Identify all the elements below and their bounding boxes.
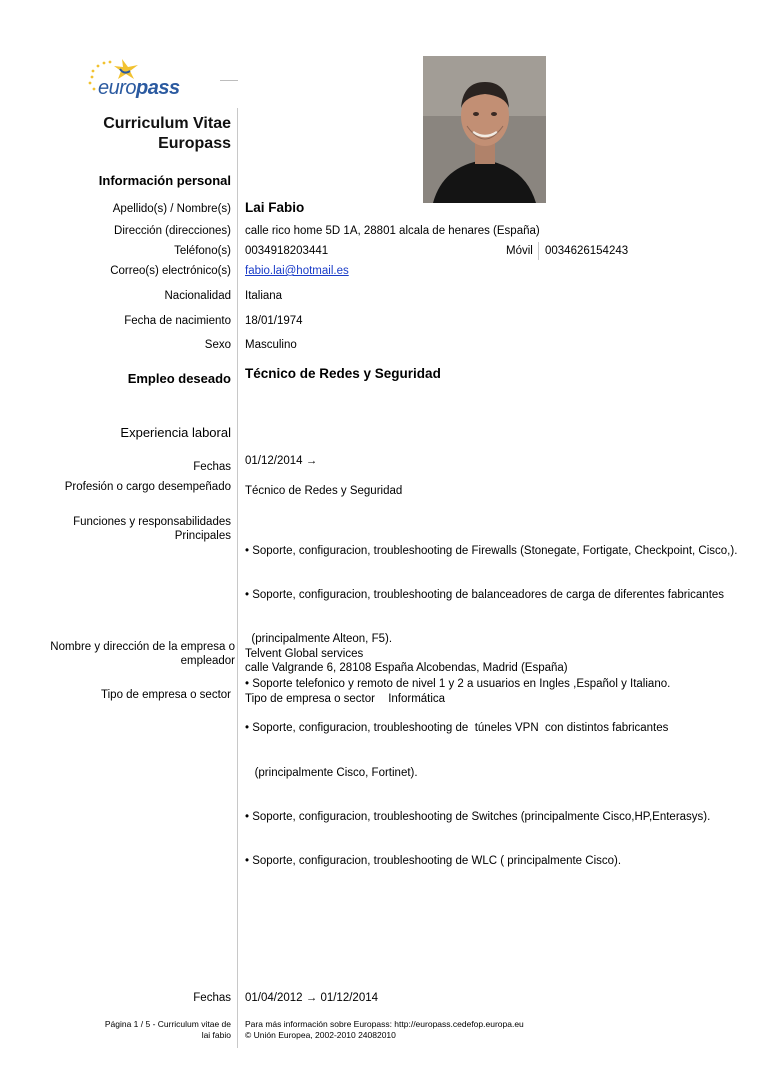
sex-label: Sexo (204, 339, 231, 351)
name-label: Apellido(s) / Nombre(s) (112, 203, 231, 215)
duty-item: (principalmente Cisco, Fortinet). (245, 766, 418, 779)
duty-item: • Soporte telefonico y remoto de nivel 1 y 2 a usuarios en Ingles ,Español y Italiano. (245, 677, 671, 690)
sector-label: Tipo de empresa o sector (101, 689, 231, 701)
address-label: Dirección (direcciones) (114, 225, 231, 237)
europass-logo (84, 55, 184, 105)
mobile-value: 0034626154243 (545, 245, 629, 257)
duty-item: • Soporte, configuracion, troubleshooting de balanceadores de carga de diferentes fabricantes (245, 588, 725, 601)
email-link[interactable]: fabio.lai@hotmail.es (245, 265, 349, 277)
footer-right-line1: Para más información sobre Europass: http://europass.cedefop.europa.eu (245, 1019, 524, 1029)
position-label: Profesión o cargo desempeñado (64, 481, 231, 493)
cv-title-line2: Europass (158, 135, 231, 152)
name-value: Lai Fabio (245, 200, 305, 215)
footer-page-info (105, 1019, 231, 1041)
dates2-value: 01/04/2012 → 01/12/2014 (245, 992, 379, 1004)
logo-wordmark: europass (98, 77, 180, 99)
footer-left-line1: Página 1 / 5 - Curriculum vitae de (104, 1019, 231, 1029)
duty-item: • Soporte, configuracion, troubleshooting de WLC ( principalmente Cisco). (245, 855, 622, 868)
dates-value: 01/12/2014 → (245, 455, 318, 467)
desired-job-value: Técnico de Redes y Seguridad (245, 366, 441, 381)
sex-value: Masculino (245, 339, 297, 351)
dates-label: Fechas (193, 461, 231, 473)
duty-item: • Soporte, configuracion, troubleshooting de Firewalls (Stonegate, Fortigate, Checkpoint, Cisco,). (245, 544, 738, 557)
sector-value: Informática (388, 693, 446, 705)
person-portrait-icon (423, 56, 546, 203)
footer-right-line2: © Unión Europea, 2002-2010 24082010 (245, 1030, 396, 1040)
duty-item: • Soporte, configuracion, troubleshooting de Switches (principalmente Cisco,HP,Enterasys). (245, 810, 711, 823)
mobile-separator (538, 242, 539, 260)
duty-item: (principalmente Alteon, F5). (245, 633, 393, 646)
experience-heading: Experiencia laboral (120, 425, 231, 440)
cv-title (103, 114, 231, 154)
footer-info (245, 1019, 524, 1041)
duties-label-line1: Funciones y responsabilidades (73, 516, 231, 528)
dates2-label: Fechas (193, 992, 231, 1004)
cv-title-line1: Curriculum Vitae (103, 115, 231, 132)
email-label: Correo(s) electrónico(s) (110, 265, 231, 277)
employer-value (245, 647, 568, 675)
profile-photo (423, 56, 546, 203)
sector-inline-label: Tipo de empresa o sector (245, 693, 375, 705)
logo-rule (220, 80, 238, 81)
employer-address: calle Valgrande 6, 28108 España Alcobendas, Madrid (España) (245, 662, 568, 674)
column-divider (237, 108, 238, 1048)
phone-value: 0034918203441 (245, 245, 329, 257)
duties-label-line2: Principales (174, 530, 231, 542)
employer-label-line2: empleador (180, 655, 235, 667)
personal-info-heading: Información personal (98, 173, 231, 188)
birthdate-label: Fecha de nacimiento (124, 315, 231, 327)
birthdate-value: 18/01/1974 (245, 315, 303, 327)
mobile-label: Móvil (506, 245, 533, 257)
duty-item: • Soporte, configuracion, troubleshooting de túneles VPN con distintos fabricantes (245, 722, 669, 735)
nationality-label: Nacionalidad (164, 290, 231, 302)
sector-row (245, 692, 445, 706)
nationality-value: Italiana (245, 290, 283, 302)
employer-label-line1: Nombre y dirección de la empresa o (50, 641, 235, 653)
desired-job-label: Empleo deseado (127, 371, 231, 386)
employer-label (50, 640, 235, 668)
position-value: Técnico de Redes y Seguridad (245, 485, 403, 497)
address-value: calle rico home 5D 1A, 28801 alcala de henares (España) (245, 225, 540, 237)
duties-label (73, 515, 231, 543)
phone-label: Teléfono(s) (174, 245, 231, 257)
employer-name: Telvent Global services (245, 648, 364, 660)
footer-left-line2: lai fabio (201, 1030, 231, 1040)
